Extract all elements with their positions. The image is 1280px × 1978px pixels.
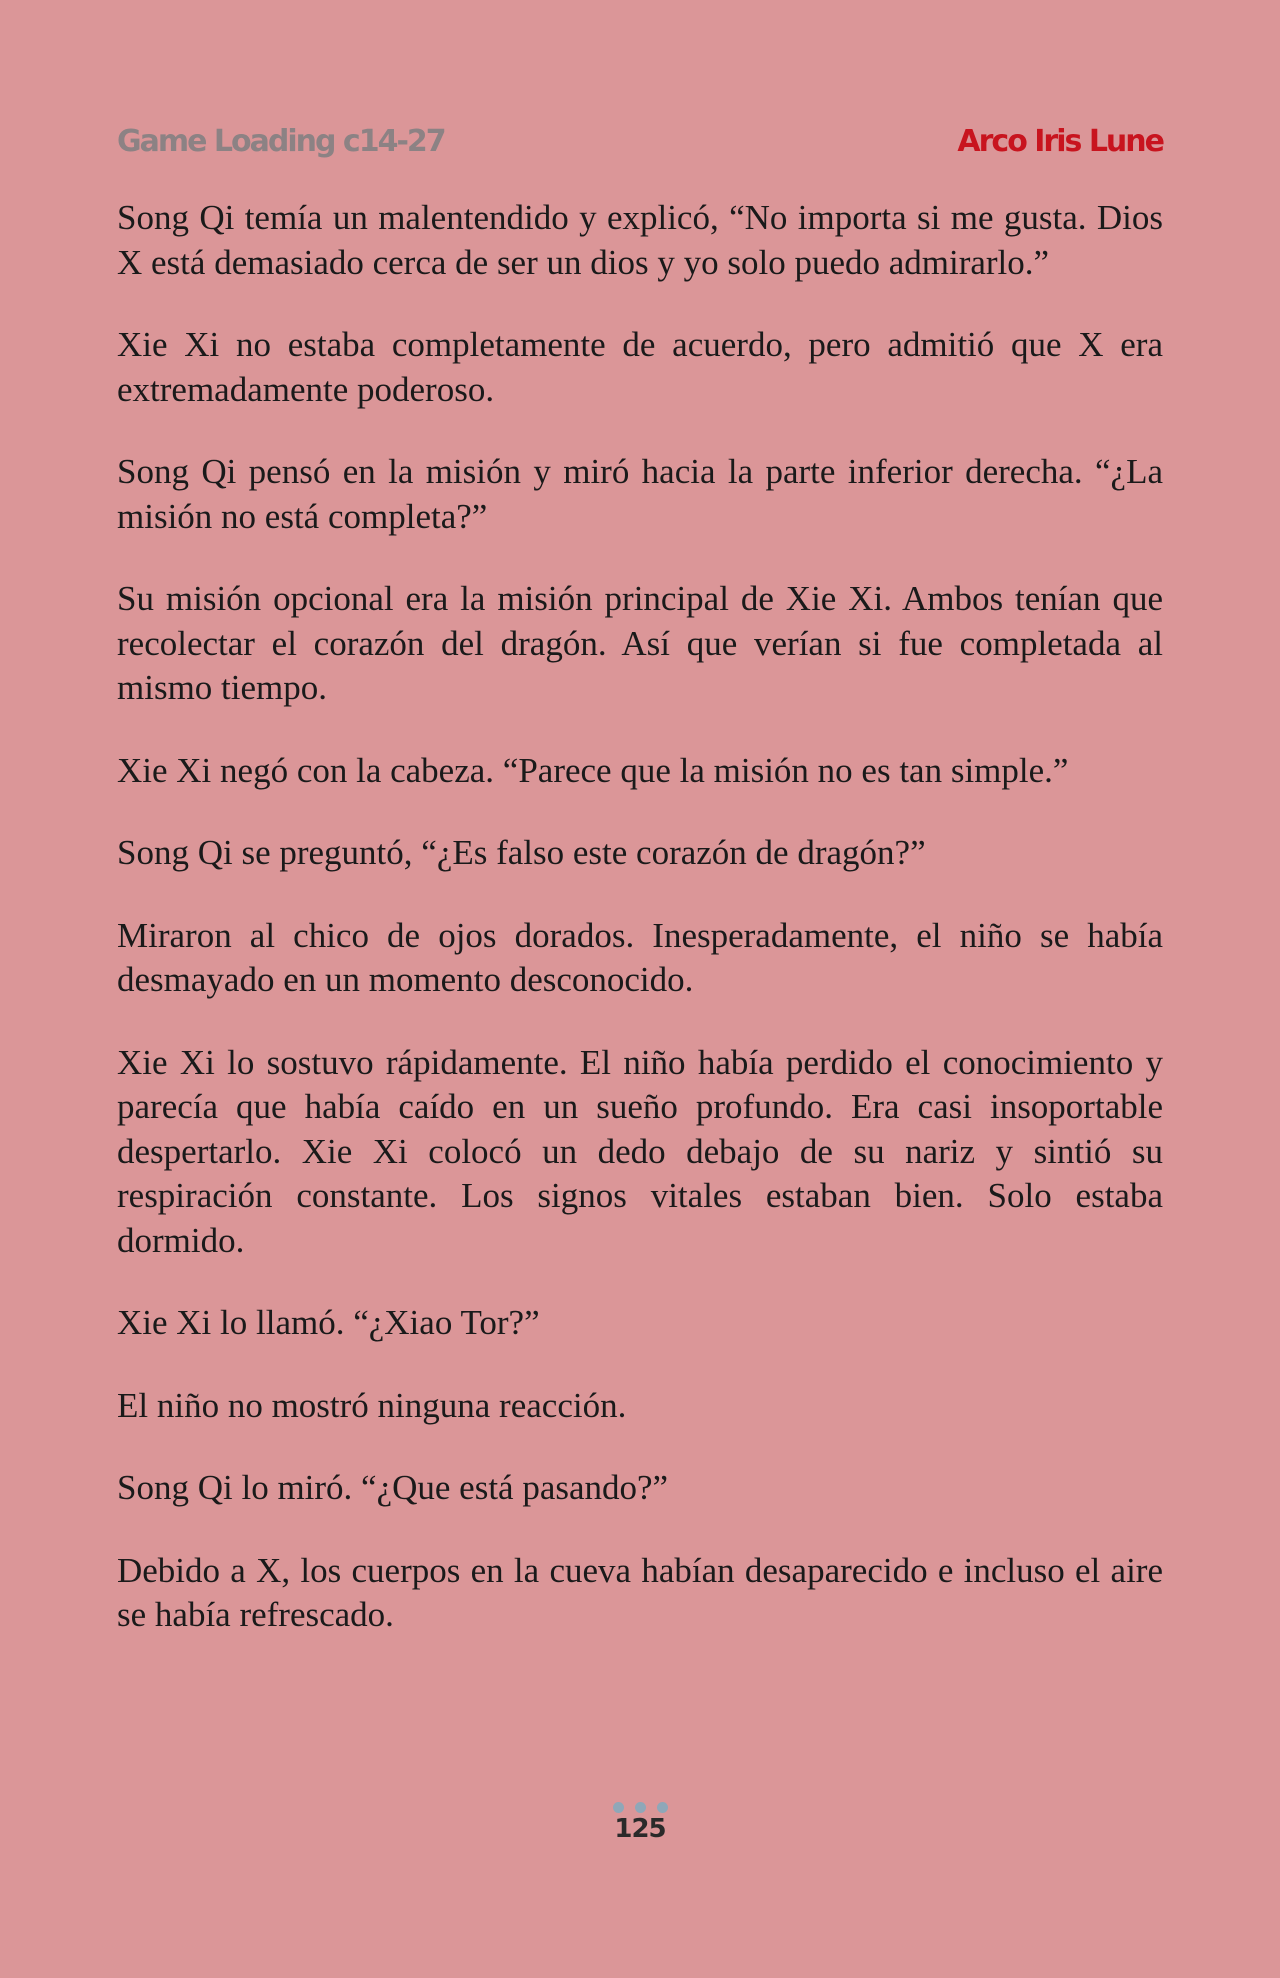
paragraph: El niño no mostró ninguna reacción. [117, 1385, 627, 1425]
page-header [117, 116, 1163, 166]
paragraph: Xie Xi negó con la cabeza. “Parece que la misión no es tan simple.” [117, 750, 1069, 790]
ornament-dots [0, 1800, 1280, 1814]
paragraph: Song Qi temía un malentendido y explicó, “No importa si me gusta. Dios X está demasiado cerca de ser un dios y yo solo puedo admirarlo.” [117, 198, 1163, 282]
paragraph: Xie Xi no estaba completamente de acuerdo, pero admitió que X era extremadamente poderoso. [117, 325, 1163, 409]
dot-icon [613, 1802, 624, 1813]
paragraph: Xie Xi lo llamó. “¿Xiao Tor?” [117, 1303, 540, 1342]
page-number: 125 [614, 1814, 666, 1844]
header-author: Arco Iris Lune [957, 123, 1163, 159]
paragraph: Song Qi pensó en la misión y miró hacia la parte inferior derecha. “¿La misión no está completa?” [117, 452, 1163, 536]
header-title: Game Loading c14-27 [117, 123, 445, 159]
paragraph: Su misión opcional era la misión principal de Xie Xi. Ambos tenían que recolectar el corazón del dragón. Así que verían si fue completada al mismo tiempo. [117, 579, 1163, 707]
page-body [117, 196, 1163, 1676]
paragraph: Xie Xi lo sostuvo rápidamente. El niño había perdido el conocimiento y parecía que había caído en un sueño profundo. Era casi insoportable despertarlo. Xie Xi colocó un dedo debajo de su nariz y sintió su respiración constante. Los signos vitales estaban bien. Solo estaba dormido. [117, 1042, 1163, 1260]
paragraph: Miraron al chico de ojos dorados. Inesperadamente, el niño se había desmayado en un momento desconocido. [117, 915, 1163, 999]
paragraph: Song Qi lo miró. “¿Que está pasando?” [117, 1468, 669, 1507]
page-footer [0, 1800, 1280, 1844]
paragraph: Debido a X, los cuerpos en la cueva habían desaparecido e incluso el aire se había refrescado. [117, 1550, 1163, 1634]
dot-icon [635, 1802, 646, 1813]
paragraph: Song Qi se preguntó, “¿Es falso este corazón de dragón?” [117, 833, 926, 872]
dot-icon [657, 1802, 668, 1813]
